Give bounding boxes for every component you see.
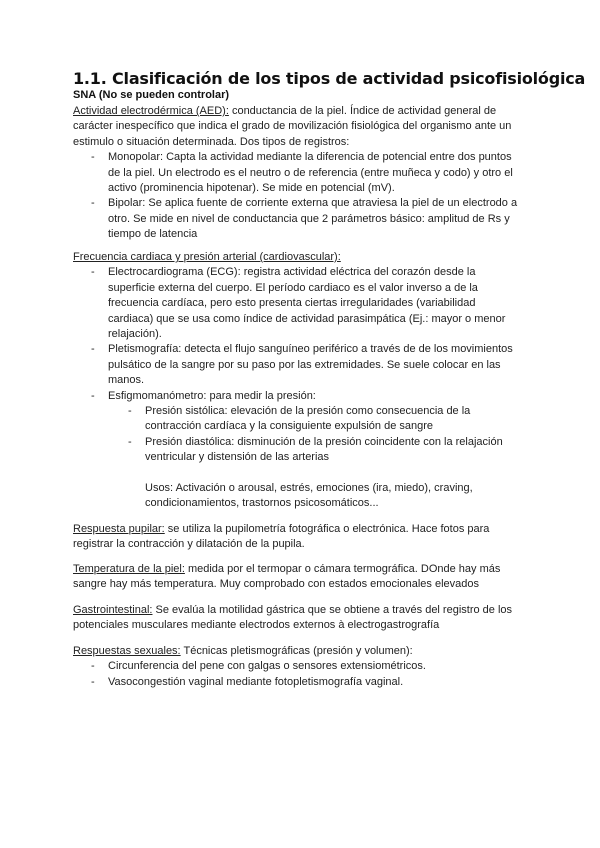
subtitle: SNA (No se pueden controlar) <box>73 89 230 101</box>
aed-section <box>73 104 517 243</box>
text-line: tiempo de latencia <box>108 228 198 241</box>
text-line: manos. <box>108 374 145 387</box>
usos-line: Usos: Activación o arousal, estrés, emociones (ira, miedo), craving, <box>145 481 473 494</box>
aed-heading: Actividad electrodérmica (AED): <box>73 105 229 117</box>
text-line: potenciales musculares mediante electrodos externos à electrogastrografía <box>73 619 440 632</box>
text-line: carácter inespecífico que indica el grado de movilización fisiológica del organismo ante un <box>73 120 512 133</box>
cardio-heading: Frecuencia cardiaca y presión arterial (cardiovascular): <box>73 251 341 263</box>
subbullet-sistolica: - Presión sistólica: elevación de la presión como consecuencia de la <box>73 404 513 419</box>
pupilar-heading: Respuesta pupilar: <box>73 523 165 535</box>
bullet-ecg: - Electrocardiograma (ECG): registra actividad eléctrica del corazón desde la <box>73 265 513 280</box>
gastro-section <box>73 603 512 634</box>
temperatura-section <box>73 562 500 593</box>
text-line: se utiliza la pupilometría fotográfica o electrónica. Hace fotos para <box>164 523 490 535</box>
bullet-circunferencia: - Circunferencia del pene con galgas o sensores extensiométricos. <box>73 659 426 674</box>
text-line: contracción cardíaca y la consiguiente expulsión de sangre <box>145 420 434 433</box>
text-line: conductancia de la piel. Índice de actividad general de <box>228 105 497 117</box>
text-line: pulsático de la sangre por su paso por las extremidades. Se suele colocar en las <box>108 358 501 371</box>
text-line: ventricular y distensión de las arterias <box>145 451 330 464</box>
pupilar-section <box>73 522 489 553</box>
text-line: relajación). <box>108 327 162 340</box>
text-line: sangre hay más temperatura. Muy comprobado con estados emocionales elevados <box>73 578 480 591</box>
subbullet-diastolica: - Presión diastólica: disminución de la presión coincidente con la relajación <box>73 435 513 450</box>
temperatura-heading: Temperatura de la piel: <box>73 563 185 575</box>
bullet-vasocongestion: - Vasocongestión vaginal mediante fotopletismografía vaginal. <box>73 675 426 690</box>
text-line: superficie externa del cuerpo. El período cardiaco es el valor inverso a de la <box>108 281 478 294</box>
text-line: frecuencia cardíaca, pero esto presenta ciertas irregularidades (variabilidad <box>108 297 476 310</box>
text-line: medida por el termopar o cámara termográfica. DOnde hay más <box>184 563 501 575</box>
sexual-section <box>73 644 426 690</box>
text-line: registrar la contracción y dilatación de la pupila. <box>73 538 305 551</box>
bullet-esfigmomanometro: - Esfigmomanómetro: para medir la presión: <box>73 389 513 404</box>
bullet-bipolar: - Bipolar: Se aplica fuente de corriente externa que atraviesa la piel de un electrodo a <box>73 196 517 211</box>
text-line: cardiaca) que se usa como índice de actividad parasimpática (Ej.: mayor o menor <box>108 312 506 325</box>
text-line: otro. Se mide en nivel de conductancia que 2 parámetros básico: amplitud de Rs y <box>108 212 510 225</box>
bullet-monopolar: - Monopolar: Capta la actividad mediante la diferencia de potencial entre dos puntos <box>73 150 517 165</box>
text-line: de la piel. Un electrodo es el neutro o de referencia (entre muñeca y codo) y otro el <box>108 166 513 179</box>
text-line: Técnicas pletismográficas (presión y volumen): <box>180 645 413 657</box>
text-line: estimulo o situación determinada. Dos tipos de registros: <box>73 135 350 148</box>
section-title: 1.1. Clasificación de los tipos de actividad psicofisiológica <box>73 69 586 88</box>
text-line: Se evalúa la motilidad gástrica que se obtiene a través del registro de los <box>152 604 513 616</box>
bullet-pletismografia: - Pletismografía: detecta el flujo sanguíneo periférico a través de de los movimientos <box>73 342 513 357</box>
cardio-section <box>73 250 513 512</box>
gastro-heading: Gastrointestinal: <box>73 604 153 616</box>
text-line: activo (prominencia hipotenar). Se mide en potencial (mV). <box>108 181 395 194</box>
usos-line: condicionamientos, trastornos psicosomáticos... <box>145 497 379 510</box>
sexual-heading: Respuestas sexuales: <box>73 645 181 657</box>
